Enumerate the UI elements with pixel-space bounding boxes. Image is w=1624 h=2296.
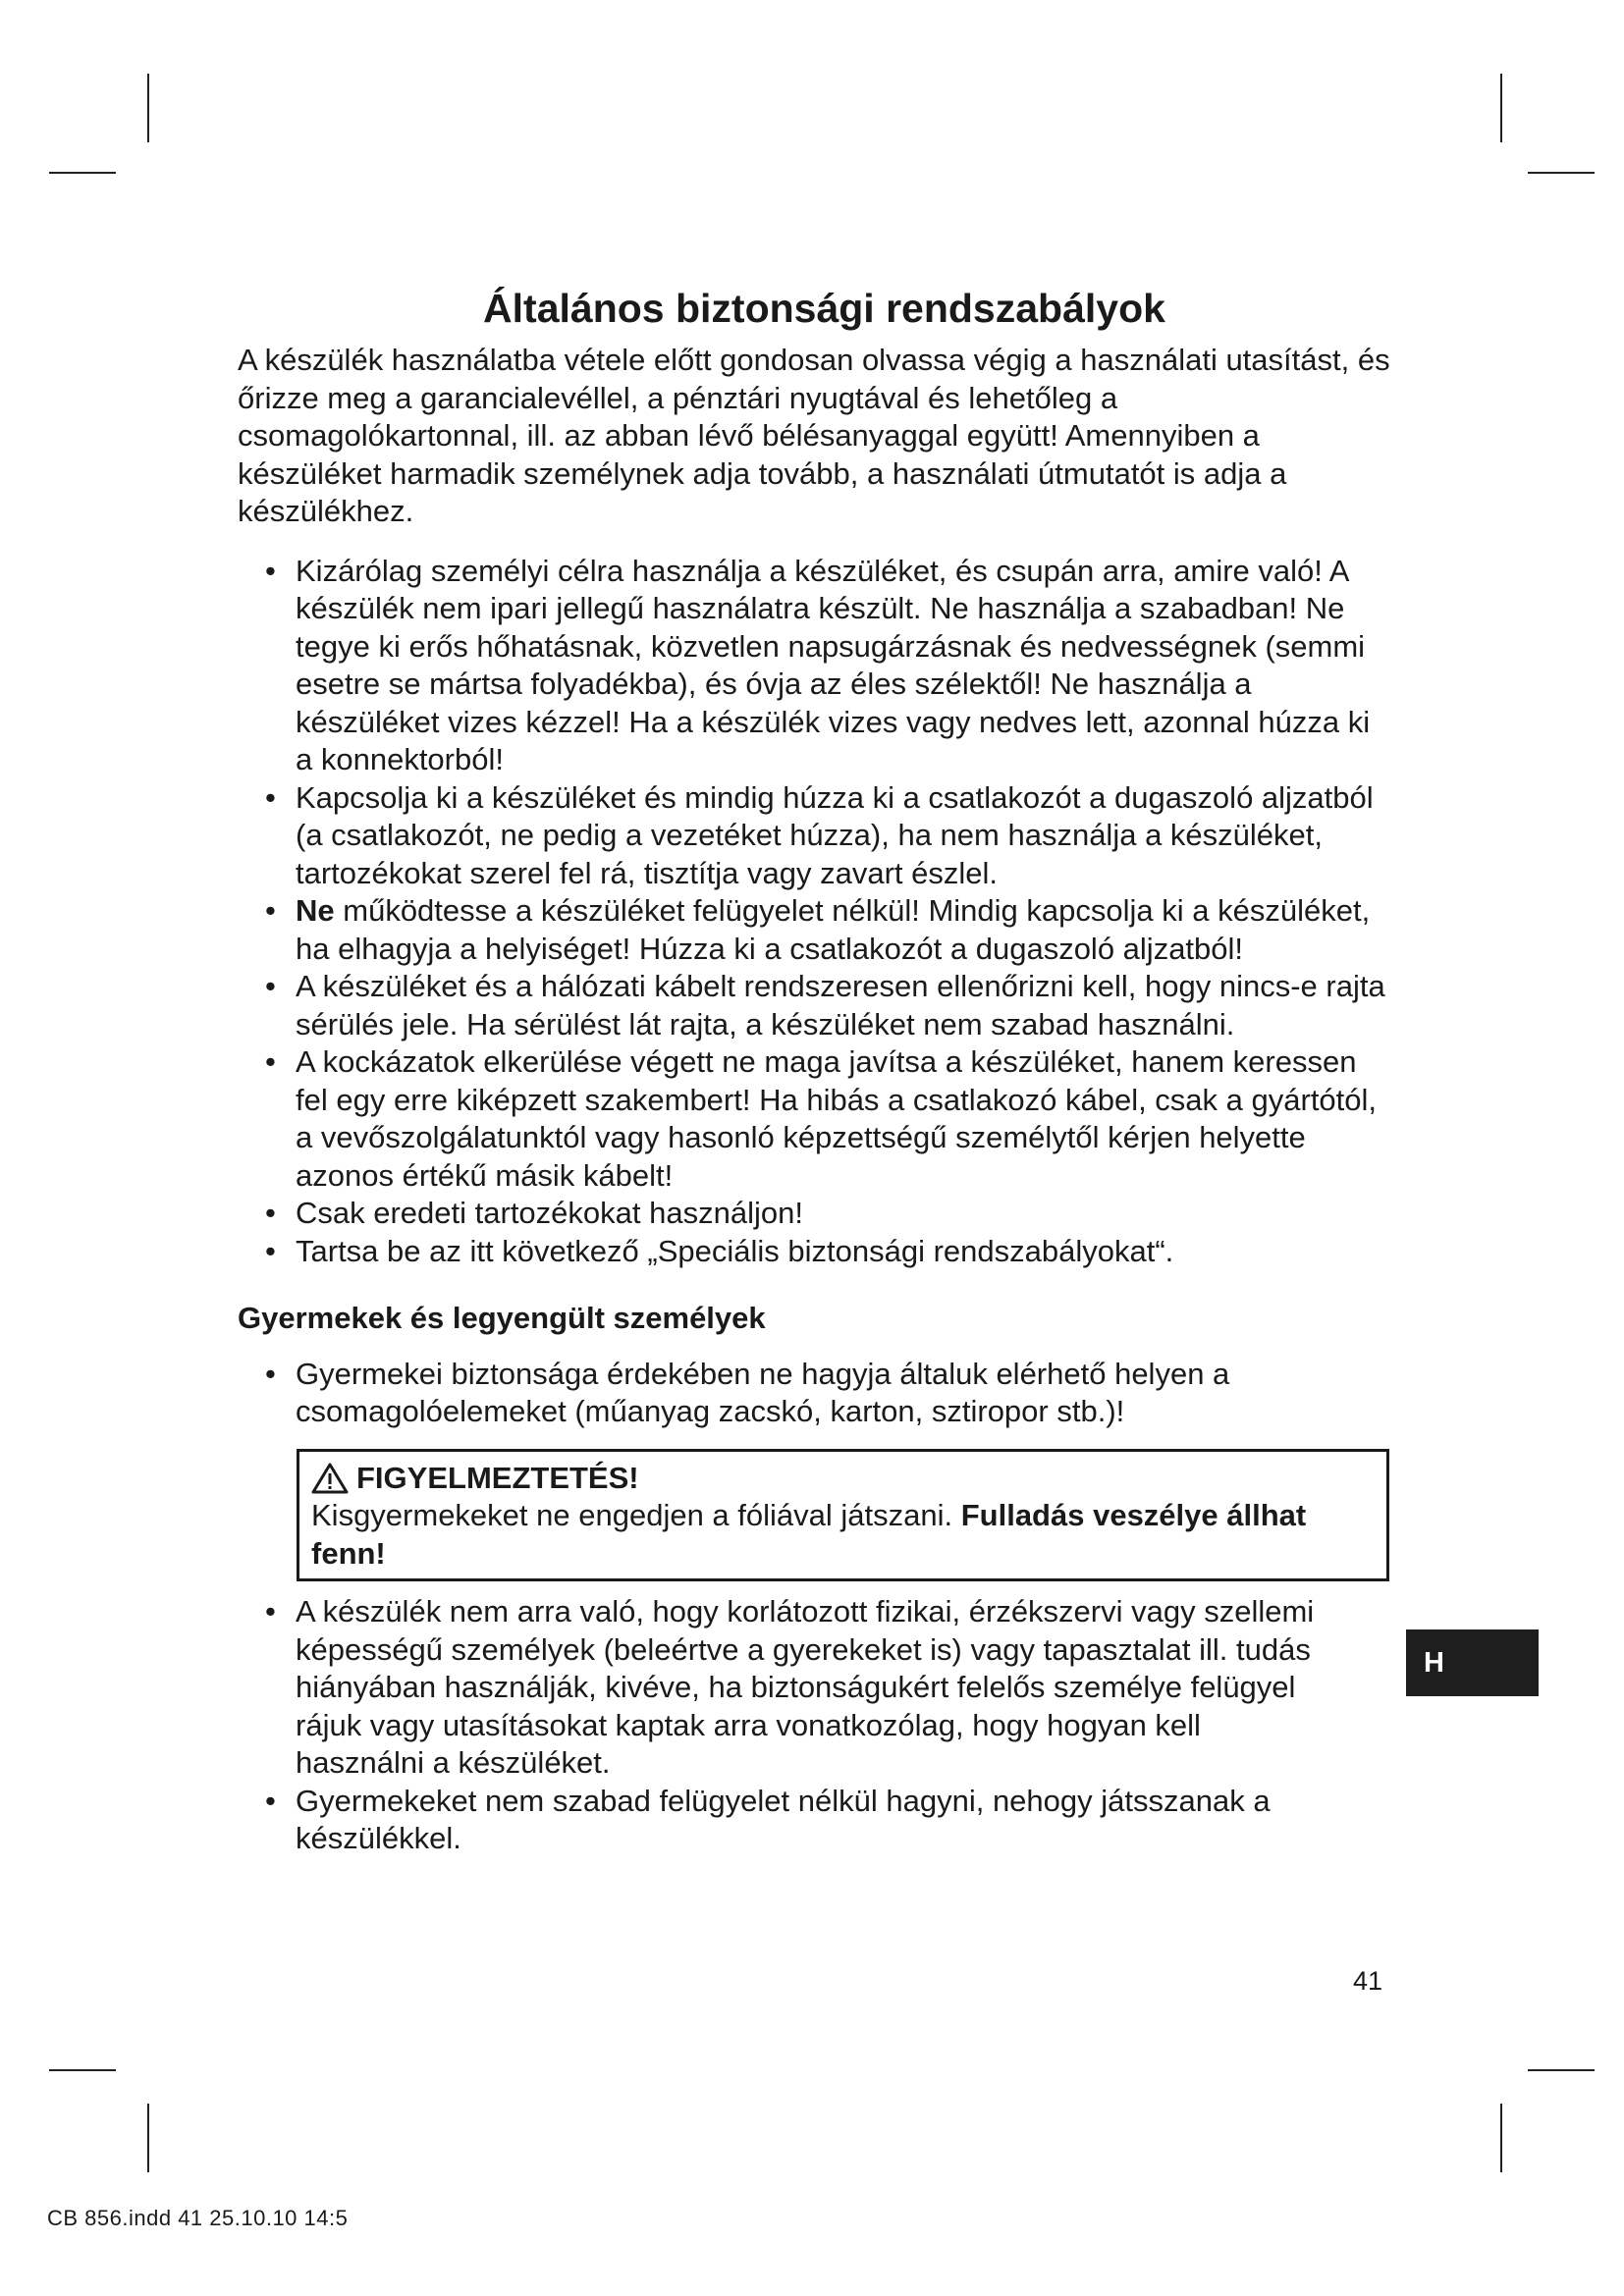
warning-text: Kisgyermekeket ne engedjen a fóliával játszani. Fulladás veszélye állhat fenn! — [311, 1498, 1307, 1571]
crop-mark-bottom-left-horizontal — [49, 2069, 116, 2071]
crop-mark-bottom-right-vertical — [1500, 2104, 1502, 2172]
general-rules-list — [238, 553, 1391, 1271]
crop-mark-top-right-vertical — [1500, 74, 1502, 142]
crop-mark-top-left-vertical — [147, 74, 149, 142]
warning-box — [297, 1449, 1389, 1582]
list-item: • A készüléket és a hálózati kábelt rendszeresen ellenőrizni kell, hogy nincs-e rajta sérülés jele. Ha sérülést lát rajta, a készüléket nem szabad használni. — [265, 969, 1385, 1041]
list-item: • Csak eredeti tartozékokat használjon! — [265, 1196, 803, 1230]
print-footer-slug: CB 856.indd 41 25.10.10 14:5 — [47, 2206, 349, 2230]
page-title: Általános biztonsági rendszabályok — [483, 286, 1165, 331]
crop-mark-top-right-horizontal — [1528, 172, 1595, 174]
children-rules-list — [238, 1356, 1391, 1431]
list-item: • Kapcsolja ki a készüléket és mindig húzza ki a csatlakozót a dugaszoló aljzatból (a csatlakozót, ne pedig a vezetéket húzza), ha nem használja a készüléket, tartozékokat szerel fel rá, tisztítja vagy zavart észlel. — [265, 779, 1374, 890]
children-section-heading: Gyermekek és legyengült személyek — [238, 1301, 766, 1335]
page-content — [238, 285, 1391, 1858]
warning-title: FIGYELMEZTETÉS! — [356, 1460, 639, 1495]
language-tab: H — [1406, 1629, 1539, 1696]
list-item: • Tartsa be az itt következő „Speciális biztonsági rendszabályokat“. — [265, 1233, 1174, 1268]
crop-mark-bottom-left-vertical — [147, 2104, 149, 2172]
list-item: • A kockázatok elkerülése végett ne maga javítsa a készüléket, hanem keressen fel egy erre kiképzett szakembert! Ha hibás a csatlakozó kábel, csak a gyártótól, a vevőszolgálatunktól vagy hasonló képzettségű személytől kérjen helyette azonos értékű másik kábelt! — [265, 1044, 1378, 1193]
warning-emphasis: Fulladás veszélye állhat fenn! — [311, 1498, 1307, 1571]
list-item: • A készülék nem arra való, hogy korlátozott fizikai, érzékszervi vagy szellemi képességű személyek (beleértve a gyerekeket is) vagy tapasztalat ill. tudás hiányában használják, kivéve, ha biztonságukért felelős személye felügyel rájuk vagy utasításokat kaptak arra vonatkozólag, hogy hogyan kell használni a készüléket. — [265, 1594, 1315, 1780]
list-item: • Gyermekei biztonsága érdekében ne hagyja általuk elérhető helyen a csomagolóelemeket (műanyag zacskó, karton, sztiropor stb.)! — [265, 1356, 1230, 1428]
list-item: • Gyermekeket nem szabad felügyelet nélkül hagyni, nehogy játsszanak a készülékkel. — [265, 1783, 1271, 1855]
list-item: • Ne működtesse a készüléket felügyelet nélkül! Mindig kapcsolja ki a készüléket, ha elhagyja a helyiséget! Húzza ki a csatlakozót a dugaszoló aljzatból! — [265, 893, 1371, 966]
intro-paragraph: A készülék használatba vétele előtt gondosan olvassa végig a használati utasítást, és őrizze meg a garancialevéllel, a pénztári nyugtával és lehetőleg a csomagolókartonnal, ill. az abban lévő bélésanyaggal együtt! Amennyiben a készüléket harmadik személynek adja tovább, a használati útmutatót is adja a készülékhez. — [238, 343, 1390, 528]
list-item: • Kizárólag személyi célra használja a készüléket, és csupán arra, amire való! A készülék nem ipari jellegű használatra készült. Ne használja a szabadban! Ne tegye ki erős hőhatásnak, közvetlen napsugárzásnak és nedvességnek (semmi esetre se mártsa folyadékba), és óvja az éles szélektől! Ne használja a készüléket vizes kézzel! Ha a készülék vizes vagy nedves lett, azonnal húzza ki a konnektorból! — [265, 553, 1371, 776]
crop-mark-top-left-horizontal — [49, 172, 116, 174]
children-rules-list-continued — [238, 1593, 1391, 1858]
warning-heading — [311, 1460, 1373, 1498]
warning-triangle-icon — [311, 1463, 349, 1494]
crop-mark-bottom-right-horizontal — [1528, 2069, 1595, 2071]
page-number: 41 — [1353, 1966, 1383, 1996]
